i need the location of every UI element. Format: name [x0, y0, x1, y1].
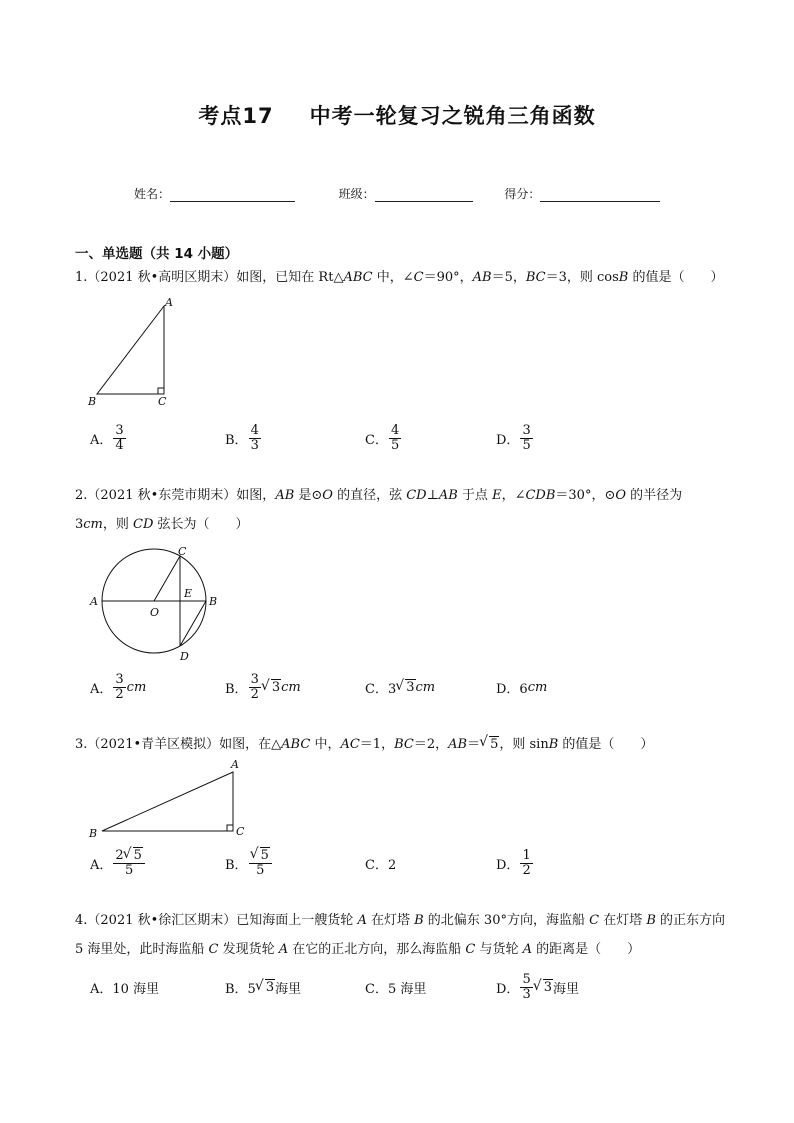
question-2: 2.（2021 秋•东莞市期末）如图，AB 是⊙O 的直径，弦 CD⊥AB 于点 E，∠CDB＝30°，⊙O 的半径为 3cm，则 CD 弦长为（ ）	[75, 488, 683, 532]
q2-label-b: B	[209, 595, 218, 608]
q2-label-a: A	[90, 595, 98, 608]
q1-option-a[interactable]	[90, 421, 127, 455]
question-3: 3.（2021•青羊区模拟）如图，在△ABC 中，AC＝1，BC＝2，AB＝√ 5，则 sinB 的值是（ ）	[75, 730, 735, 759]
section-heading: 一、单选题（共 14 小题）	[75, 246, 239, 262]
option-letter: D．	[496, 432, 520, 448]
fraction: $\frac{4}{3}$	[250, 422, 259, 453]
q1-triangle-figure	[85, 298, 185, 408]
student-info	[134, 185, 660, 202]
title-code: 考点17	[198, 104, 274, 128]
q4-source: （2021 秋•徐汇区期末）	[87, 913, 237, 928]
q2-option-b[interactable]: B． $\frac{3}{2}$ √ 3 cm	[225, 670, 301, 704]
q4-option-a[interactable]: A．10 海里	[90, 981, 160, 997]
q4-option-b[interactable]: B．5 √ 3 海里	[225, 970, 301, 1004]
q2-option-c[interactable]: C．3 √ 3 cm	[365, 670, 435, 704]
q1-label-c: C	[158, 395, 167, 408]
q3-label-a: A	[231, 758, 239, 771]
q3-triangle-figure	[85, 758, 255, 838]
q1-option-c[interactable]	[365, 421, 402, 455]
fraction: $\frac{3}{5}$	[522, 422, 531, 453]
q2-option-a[interactable]: A． $\frac{3}{2}$ cm	[90, 671, 147, 702]
q2-label-o: O	[150, 606, 160, 619]
q2-circle-figure	[88, 544, 228, 666]
q2-label-c: C	[178, 545, 187, 558]
q3-option-a[interactable]: A． $\frac{2√ 5}{5}$	[90, 846, 146, 880]
q2-source: （2021 秋•东莞市期末）	[87, 488, 237, 503]
q2-label-e: E	[184, 587, 193, 600]
q3-option-c[interactable]: C．2	[365, 857, 397, 873]
q3-option-b[interactable]: B． √ $\frac{5}{5}$	[225, 846, 273, 880]
q2-label-d: D	[180, 650, 189, 663]
question-4: 4.（2021 秋•徐汇区期末）已知海面上一艘货轮 A 在灯塔 B 的北偏东 30°方向，海监船 C 在灯塔 B 的正东方向 5 海里处，此时海监船 C 发现货轮 A 在它的正北方向，那么海监船 C 与货轮 A 的距离是（ ）	[75, 913, 726, 957]
q2-option-d[interactable]: D．6 cm	[496, 679, 548, 697]
class-field[interactable]	[375, 187, 473, 202]
title-text: 中考一轮复习之锐角三角函数	[309, 104, 596, 128]
score-field[interactable]	[540, 187, 660, 202]
q3-label-c: C	[236, 825, 245, 838]
option-letter: A．	[90, 432, 113, 448]
question-1: 1.（2021 秋•高明区期末）如图，已知在 Rt△ABC 中，∠C＝90°，AB＝5，BC＝3，则 cosB 的值是（ ）	[75, 270, 724, 285]
q1-label-b: B	[88, 395, 97, 408]
option-letter: B．	[225, 432, 248, 448]
q4-option-d[interactable]: D． $\frac{5}{3}$ √ 3 海里	[496, 970, 579, 1004]
q1-option-b[interactable]	[225, 421, 262, 455]
q4-option-c[interactable]: C．5 海里	[365, 981, 427, 997]
class-label: 班级：	[338, 187, 375, 201]
q3-option-d[interactable]: D． $\frac{1}{2}$	[496, 847, 531, 878]
option-letter: C．	[365, 432, 388, 448]
score-label: 得分：	[504, 187, 541, 201]
q4-number: 4.	[75, 913, 88, 928]
name-field[interactable]	[170, 187, 295, 202]
q1-option-d[interactable]	[496, 421, 534, 455]
name-label: 姓名：	[134, 187, 171, 201]
fraction: $\frac{4}{5}$	[390, 422, 400, 453]
q1-label-a: A	[165, 296, 173, 309]
q3-number: 3.	[75, 737, 88, 752]
q1-number: 1.	[75, 270, 88, 285]
q3-source: （2021•青羊区模拟）	[87, 737, 220, 752]
q1-source: （2021 秋•高明区期末）	[87, 270, 237, 285]
fraction: $\frac{3}{4}$	[115, 422, 124, 453]
page-title	[0, 100, 794, 130]
q3-label-b: B	[89, 827, 98, 840]
q2-number: 2.	[75, 488, 88, 503]
